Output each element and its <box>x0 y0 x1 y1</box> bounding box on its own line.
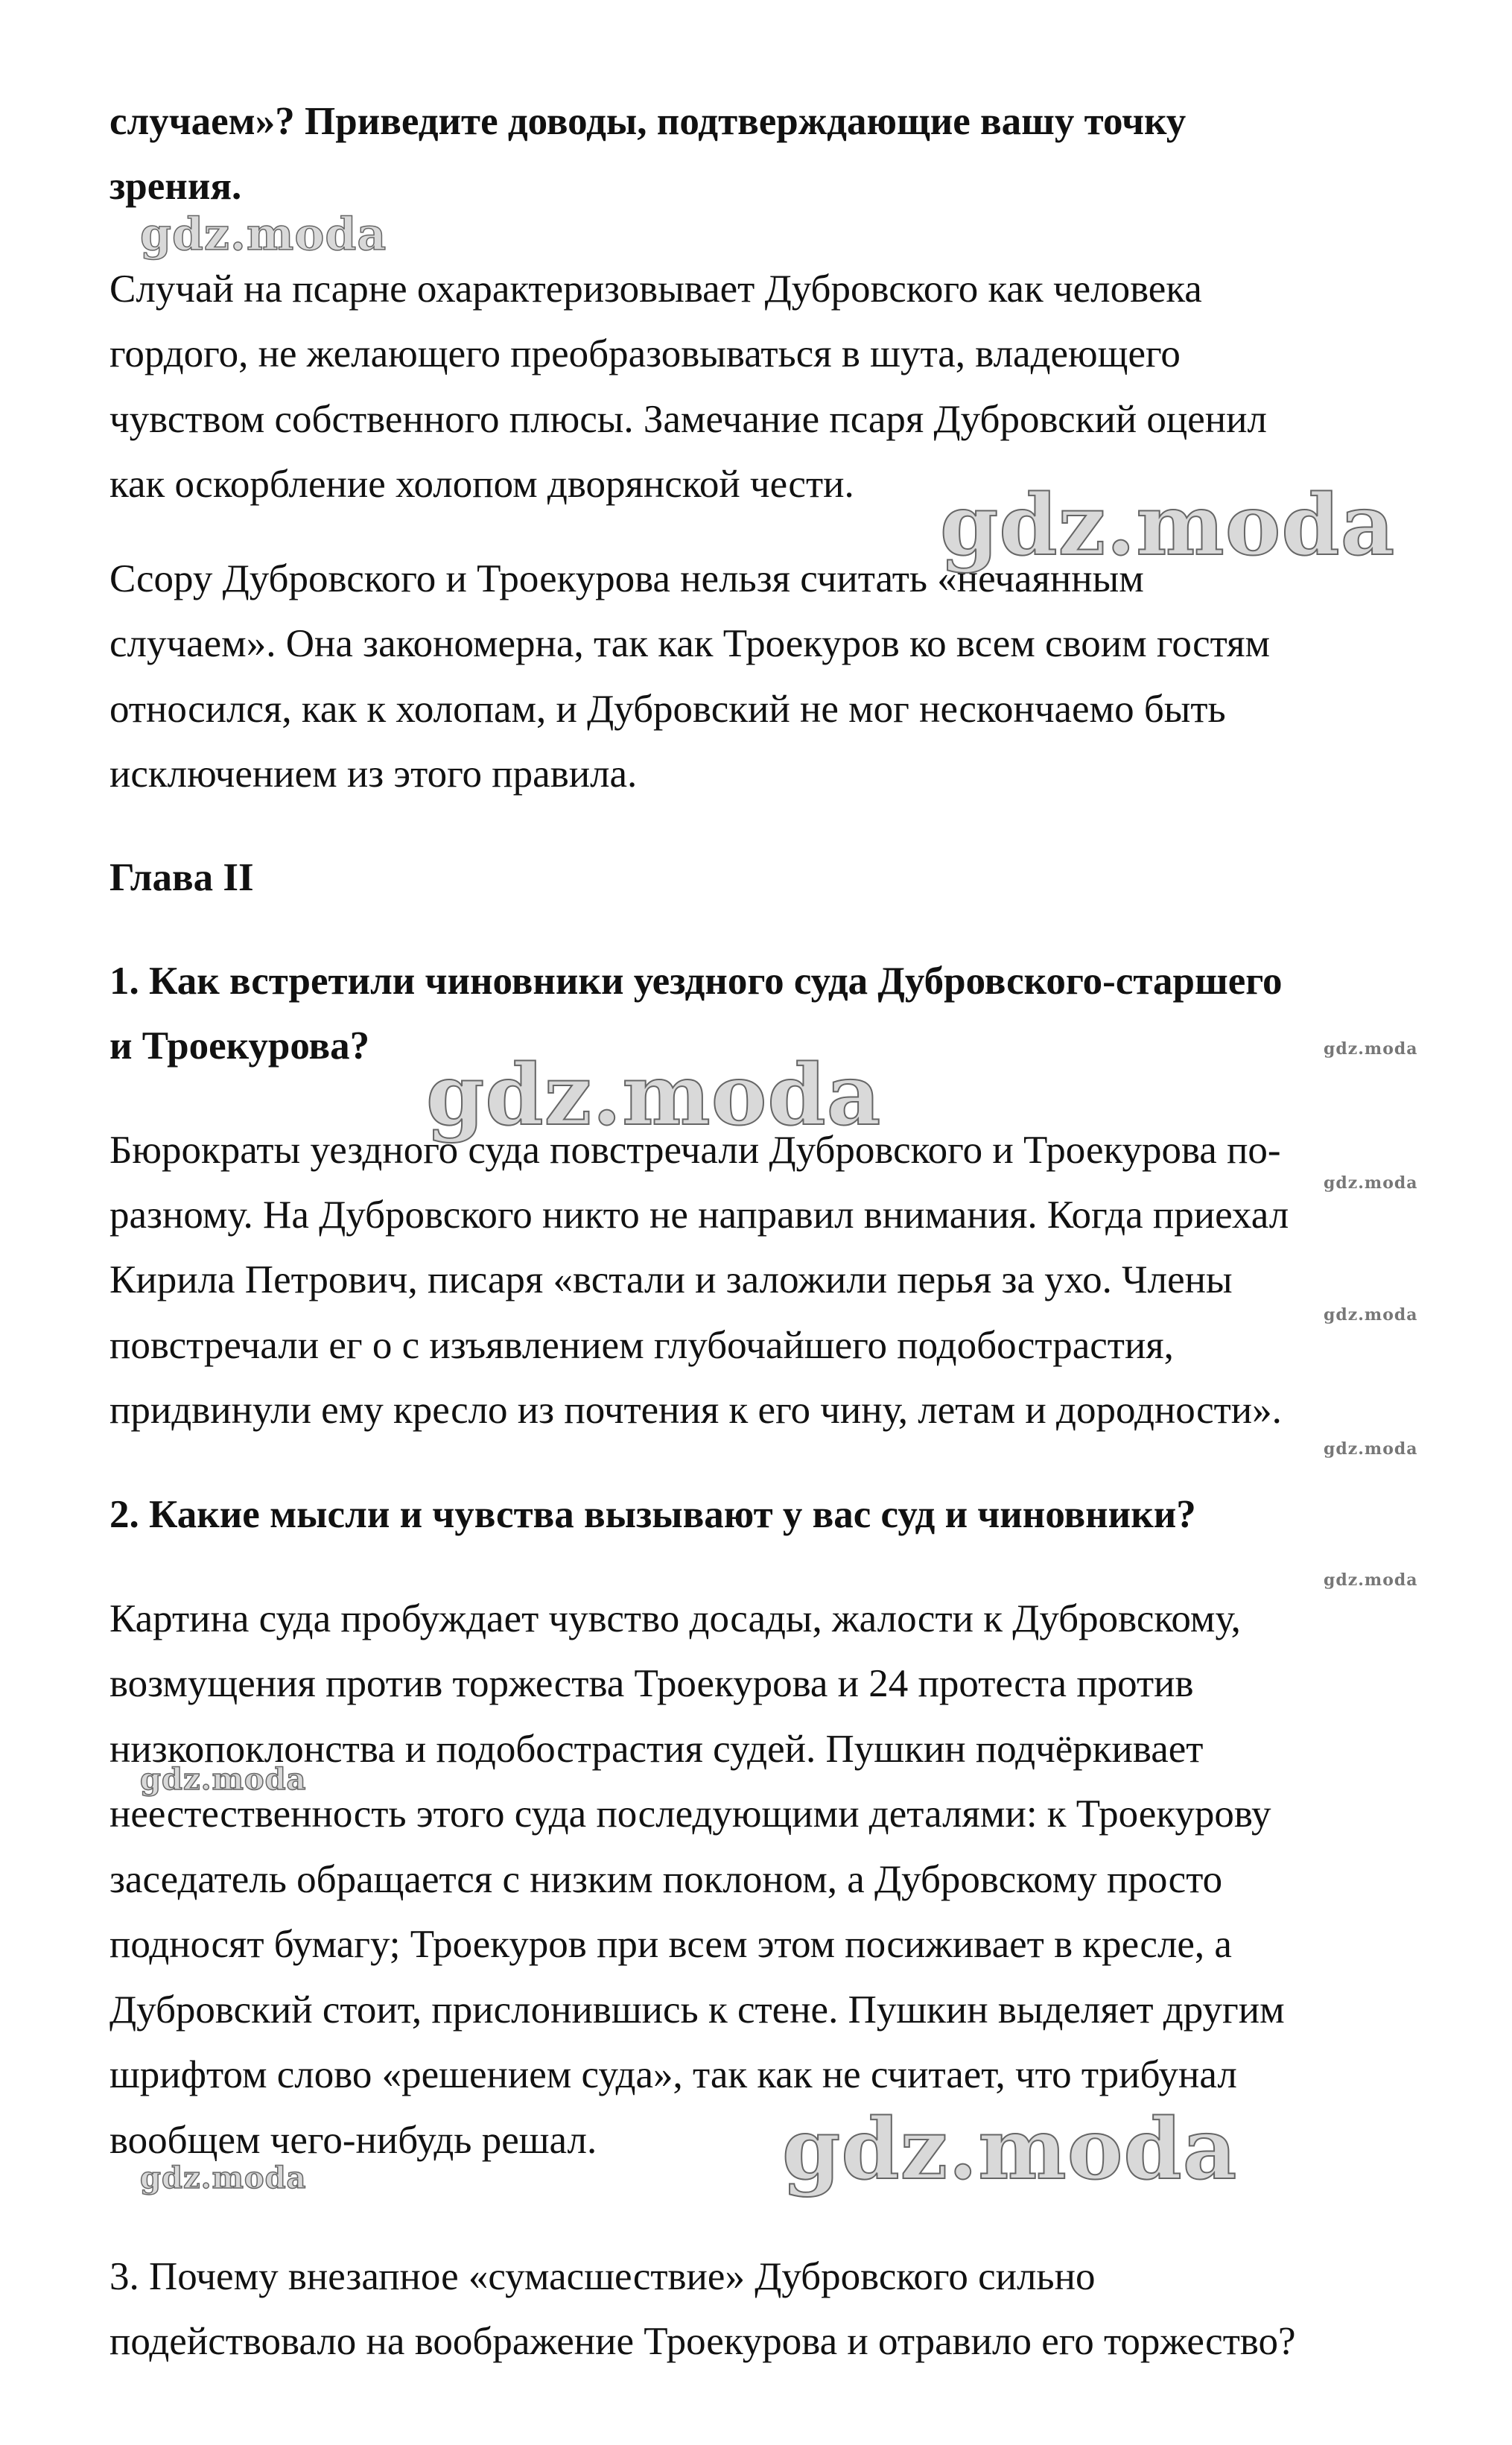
answer-line: исключением из этого правила. <box>109 752 638 796</box>
answer-line: заседатель обращается с низким поклоном, а Дубровскому просто <box>109 1858 1223 1901</box>
answer-line: Ссору Дубровского и Троекурова нельзя считать «нечаянным <box>109 557 1144 600</box>
answer-line: чувством собственного плюсы. Замечание псаря Дубровский оценил <box>109 398 1267 441</box>
answer-line: Дубровский стоит, прислонившись к стене. Пушкин выделяет другим <box>109 1988 1285 2032</box>
answer-line: разному. На Дубровского никто не направил внимания. Когда приехал <box>109 1193 1289 1237</box>
chapter-heading: Глава II <box>109 856 254 899</box>
question-line: 1. Как встретили чиновники уездного суда Дубровского-старшего <box>109 960 1283 1003</box>
answer-line: шрифтом слово «решением суда», так как не считает, что трибунал <box>109 2053 1237 2096</box>
answer-line: вообщем чего-нибудь решал. <box>109 2119 597 2162</box>
answer-line: придвинули ему кресло из почтения к его чину, летам и дородности». <box>109 1389 1282 1432</box>
watermark-logo: gdz.moda <box>140 1762 307 1797</box>
question-line: подействовало на воображение Троекурова и отравило его торжество? <box>109 2320 1296 2363</box>
watermark-logo: gdz.moda <box>1324 1173 1418 1193</box>
watermark-logo: gdz.moda <box>426 1047 882 1144</box>
question-line: зрения. <box>109 165 242 208</box>
answer-line: возмущения против торжества Троекурова и 24 протеста против <box>109 1662 1194 1705</box>
answer-line: Бюрократы уездного суда повстречали Дубровского и Троекурова по- <box>109 1129 1281 1172</box>
answer-line: подносят бумагу; Троекуров при всем этом посиживает в кресле, а <box>109 1923 1232 1966</box>
question-line: 3. Почему внезапное «сумасшествие» Дубровского сильно <box>109 2255 1096 2298</box>
answer-line: Кирила Петрович, писаря «встали и заложили перья за ухо. Члены <box>109 1258 1233 1301</box>
watermark-logo: gdz.moda <box>140 209 387 261</box>
watermark-logo: gdz.moda <box>1324 1570 1418 1590</box>
answer-line: случаем». Она закономерна, так как Троекуров ко всем своим гостям <box>109 622 1271 665</box>
answer-line: повстречали ег о с изъявлением глубочайшего подобострастия, <box>109 1324 1174 1367</box>
question-line: и Троекурова? <box>109 1024 370 1068</box>
watermark-logo: gdz.moda <box>940 477 1396 574</box>
watermark-logo: gdz.moda <box>1324 1305 1418 1325</box>
question-line: 2. Какие мысли и чувства вызывают у вас суд и чиновники? <box>109 1493 1196 1536</box>
answer-line: относился, как к холопам, и Дубровский не мог нескончаемо быть <box>109 688 1226 731</box>
answer-line: как оскорбление холопом дворянской чести. <box>109 463 854 506</box>
answer-line: гордого, не желающего преобразовываться в шута, владеющего <box>109 332 1181 375</box>
watermark-logo: gdz.moda <box>782 2101 1238 2198</box>
answer-line: Случай на псарне охарактеризовывает Дубровского как человека <box>109 267 1202 311</box>
watermark-logo: gdz.moda <box>1324 1439 1418 1459</box>
question-line: случаем»? Приведите доводы, подтверждающие вашу точку <box>109 100 1187 143</box>
answer-line: Картина суда пробуждает чувство досады, жалости к Дубровскому, <box>109 1597 1241 1640</box>
answer-line: неестественность этого суда последующими деталями: к Троекурову <box>109 1792 1271 1836</box>
watermark-logo: gdz.moda <box>140 2160 307 2195</box>
answer-line: низкопоклонства и подобострастия судей. Пушкин подчёркивает <box>109 1728 1204 1771</box>
watermark-logo: gdz.moda <box>1324 1039 1418 1059</box>
